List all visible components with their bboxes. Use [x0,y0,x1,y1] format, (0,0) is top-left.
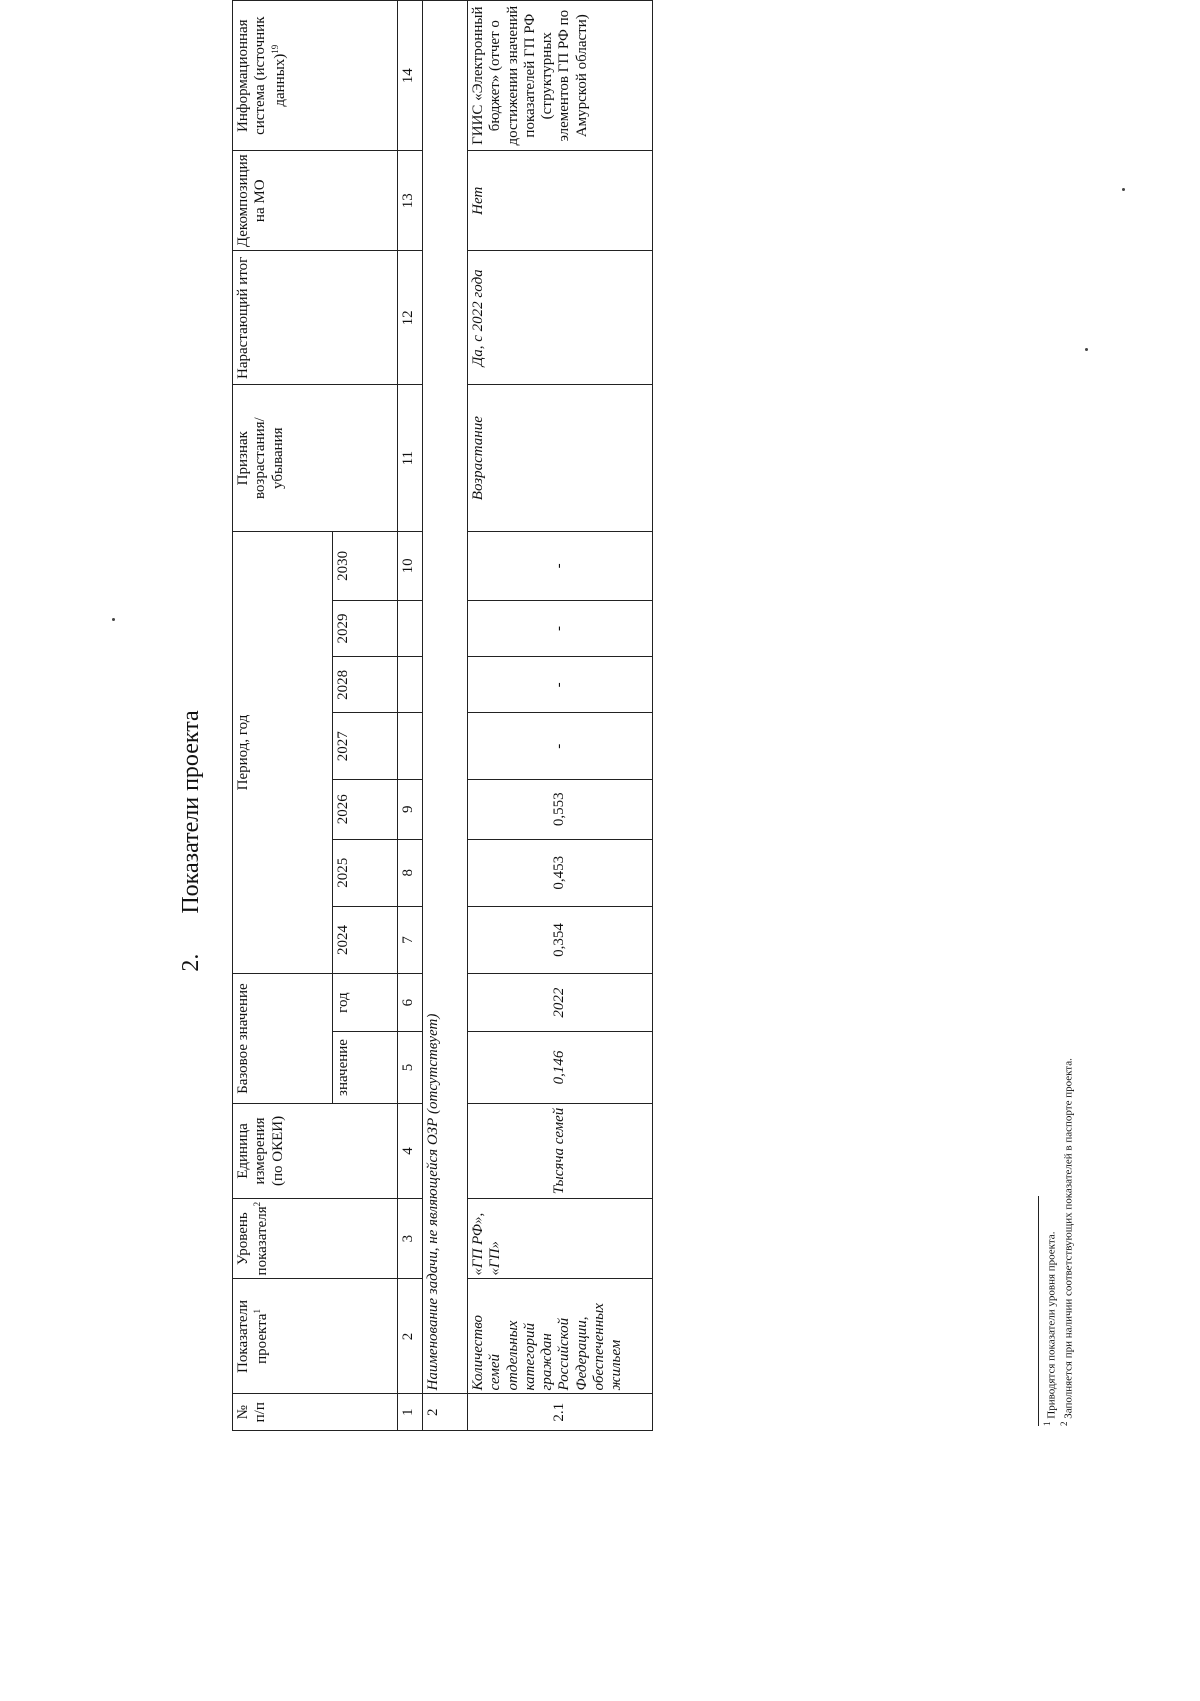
footnote: $^2$ Заполняется при наличии соответствующих показателей в паспорте проекта. [1058,1058,1075,1426]
row-indicator: Количество семей отдельных категорий граждан Российской Федерации, обеспеченных жильем [468,1279,653,1394]
column-number: 2 [398,1279,423,1394]
row-value-2026: 0,553 [468,779,653,839]
row-value-2024: 0,354 [468,906,653,973]
row-value-2027: - [468,713,653,779]
column-number [398,713,423,779]
column-number: 7 [398,906,423,973]
header-year-2025: 2025 [333,839,398,906]
header-base-value: значение [333,1031,398,1103]
column-number: 12 [398,251,423,385]
footnote: $^1$ Приводятся показатели уровня проекта. [1042,1231,1058,1426]
column-number [398,657,423,713]
scan-speck [1085,348,1088,351]
scan-speck [1122,188,1125,191]
table-row [468,1,653,1431]
footnotes [1038,1058,1076,1426]
column-number: 6 [398,974,423,1032]
header-cumulative: Нарастающий итог [233,251,398,385]
column-number: 14 [398,1,423,151]
section-number: 2. [178,953,204,972]
column-number: 1 [398,1394,423,1431]
column-number: 11 [398,385,423,531]
row-level: «ГП РФ», «ГП» [468,1198,653,1279]
column-number: 4 [398,1104,423,1199]
column-number: 9 [398,779,423,839]
row-value-2029: - [468,600,653,656]
header-indicator: Показатели проекта$^1$ [233,1279,398,1394]
header-base: Базовое значение [233,974,333,1104]
footnote-rule [1038,1196,1039,1426]
indicators-table [232,0,653,1431]
header-num: № п/п [233,1394,398,1431]
header-year-2024: 2024 [333,906,398,973]
scan-speck [112,618,115,621]
header-year-2028: 2028 [333,657,398,713]
header-unit: Единица измерения (по ОКЕИ) [233,1104,398,1199]
row-decomp: Нет [468,151,653,251]
column-number [398,600,423,656]
row-value-2028: - [468,657,653,713]
row-value-2030: - [468,531,653,600]
header-sign: Признак возрастания/убывания [233,385,398,531]
header-year-2029: 2029 [333,600,398,656]
row-sign: Возрастание [468,385,653,531]
column-number: 3 [398,1198,423,1279]
header-info: Информационная система (источник данных)$^{19}$ [233,1,398,151]
row-base-value: 0,146 [468,1031,653,1103]
column-number: 8 [398,839,423,906]
header-row-1 [233,1,333,1431]
header-year-2026: 2026 [333,779,398,839]
column-number: 13 [398,151,423,251]
row-base-year: 2022 [468,974,653,1032]
header-base-year: год [333,974,398,1032]
header-year-2030: 2030 [333,531,398,600]
row-num: 2.1 [468,1394,653,1431]
header-decomp: Декомпозиция на МО [233,151,398,251]
header-level: Уровень показателя$^2$ [233,1198,398,1279]
row-info: ГИИС «Электронный бюджет» (отчет о достижении значений показателей ГП РФ (структурных элементов ГП РФ по Амурской области) [468,1,653,151]
task-num: 2 [423,1394,468,1431]
column-number-row [398,1,423,1431]
column-number: 5 [398,1031,423,1103]
row-unit: Тысяча семей [468,1104,653,1199]
header-period: Период, год [233,531,333,973]
row-value-2025: 0,453 [468,839,653,906]
task-row [423,1,468,1431]
column-number: 10 [398,531,423,600]
section-heading [178,541,205,1141]
row-cumulative: Да, с 2022 года [468,251,653,385]
section-title: Показатели проекта [178,710,204,914]
task-name: Наименование задачи, не являющейся ОЗР (отсутствует) [423,1,468,1394]
header-year-2027: 2027 [333,713,398,779]
